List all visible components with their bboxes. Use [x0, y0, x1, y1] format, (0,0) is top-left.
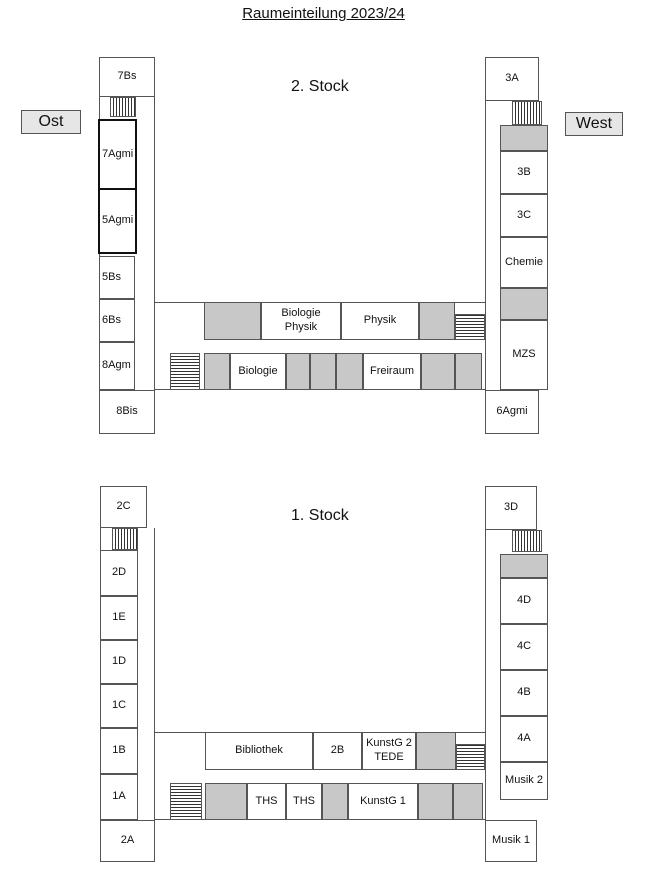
stairs-icon: [170, 353, 200, 390]
room-ths-2: THS: [286, 783, 322, 820]
utility-room: [205, 783, 247, 820]
room-5bs: 5Bs: [99, 256, 135, 299]
utility-room: [322, 783, 348, 820]
utility-room: [336, 353, 363, 390]
room-1a: 1A: [100, 774, 138, 820]
room-3b: 3B: [500, 151, 548, 194]
room-5agmi: 5Agmi: [98, 188, 137, 254]
room-4c: 4C: [500, 624, 548, 670]
room-1e: 1E: [100, 596, 138, 640]
stairs-icon: [512, 530, 542, 552]
room-2a: 2A: [100, 820, 155, 862]
room-physik: Physik: [341, 302, 419, 340]
utility-room: [453, 783, 483, 820]
room-chemie: Chemie: [500, 237, 548, 288]
room-2c: 2C: [100, 486, 147, 528]
stairs-icon: [112, 528, 138, 550]
floor-2-label: 2. Stock: [291, 78, 349, 95]
room-8agm: 8Agm: [99, 342, 135, 390]
utility-room: [310, 353, 336, 390]
room-biologie-physik: Biologie Physik: [261, 302, 341, 340]
stairs-icon: [455, 314, 485, 340]
right-corridor: [485, 530, 500, 820]
utility-room: [455, 353, 482, 390]
utility-room: [419, 302, 455, 340]
room-2d: 2D: [100, 550, 138, 596]
room-1c: 1C: [100, 684, 138, 728]
room-2b: 2B: [313, 732, 362, 770]
room-3d: 3D: [485, 486, 537, 530]
room-4a: 4A: [500, 716, 548, 762]
room-kunstg-2-tede: KunstG 2 TEDE: [362, 732, 416, 770]
room-8bis: 8Bis: [99, 390, 155, 434]
utility-room: [286, 353, 310, 390]
right-corridor: [485, 101, 500, 390]
west-label: West: [565, 112, 623, 136]
east-label: Ost: [21, 110, 81, 134]
room-biologie: Biologie: [230, 353, 286, 390]
page-title: Raumeinteilung 2023/24: [242, 5, 405, 22]
utility-room: [416, 732, 456, 770]
utility-room: [500, 125, 548, 151]
room-6agmi: 6Agmi: [485, 390, 539, 434]
stairs-icon: [512, 101, 542, 125]
utility-room: [500, 288, 548, 320]
utility-room: [204, 353, 230, 390]
utility-room: [421, 353, 455, 390]
stairs-icon: [170, 783, 202, 820]
utility-room: [418, 783, 453, 820]
utility-room: [500, 554, 548, 578]
room-7agmi: 7Agmi: [98, 119, 137, 190]
stairs-icon: [110, 97, 136, 117]
room-1b: 1B: [100, 728, 138, 774]
room-3c: 3C: [500, 194, 548, 237]
room-bibliothek: Bibliothek: [205, 732, 313, 770]
room-mzs: MZS: [500, 320, 548, 390]
utility-room: [204, 302, 261, 340]
room-kunstg-1: KunstG 1: [348, 783, 418, 820]
room-7bs: 7Bs: [99, 57, 155, 97]
room-ths-1: THS: [247, 783, 286, 820]
room-4d: 4D: [500, 578, 548, 624]
floor-1-label: 1. Stock: [291, 507, 349, 524]
room-4b: 4B: [500, 670, 548, 716]
room-1d: 1D: [100, 640, 138, 684]
room-6bs: 6Bs: [99, 299, 135, 342]
room-freiraum: Freiraum: [363, 353, 421, 390]
room-musik-1: Musik 1: [485, 820, 537, 862]
stairs-icon: [456, 744, 485, 770]
room-3a: 3A: [485, 57, 539, 101]
room-musik-2: Musik 2: [500, 762, 548, 800]
